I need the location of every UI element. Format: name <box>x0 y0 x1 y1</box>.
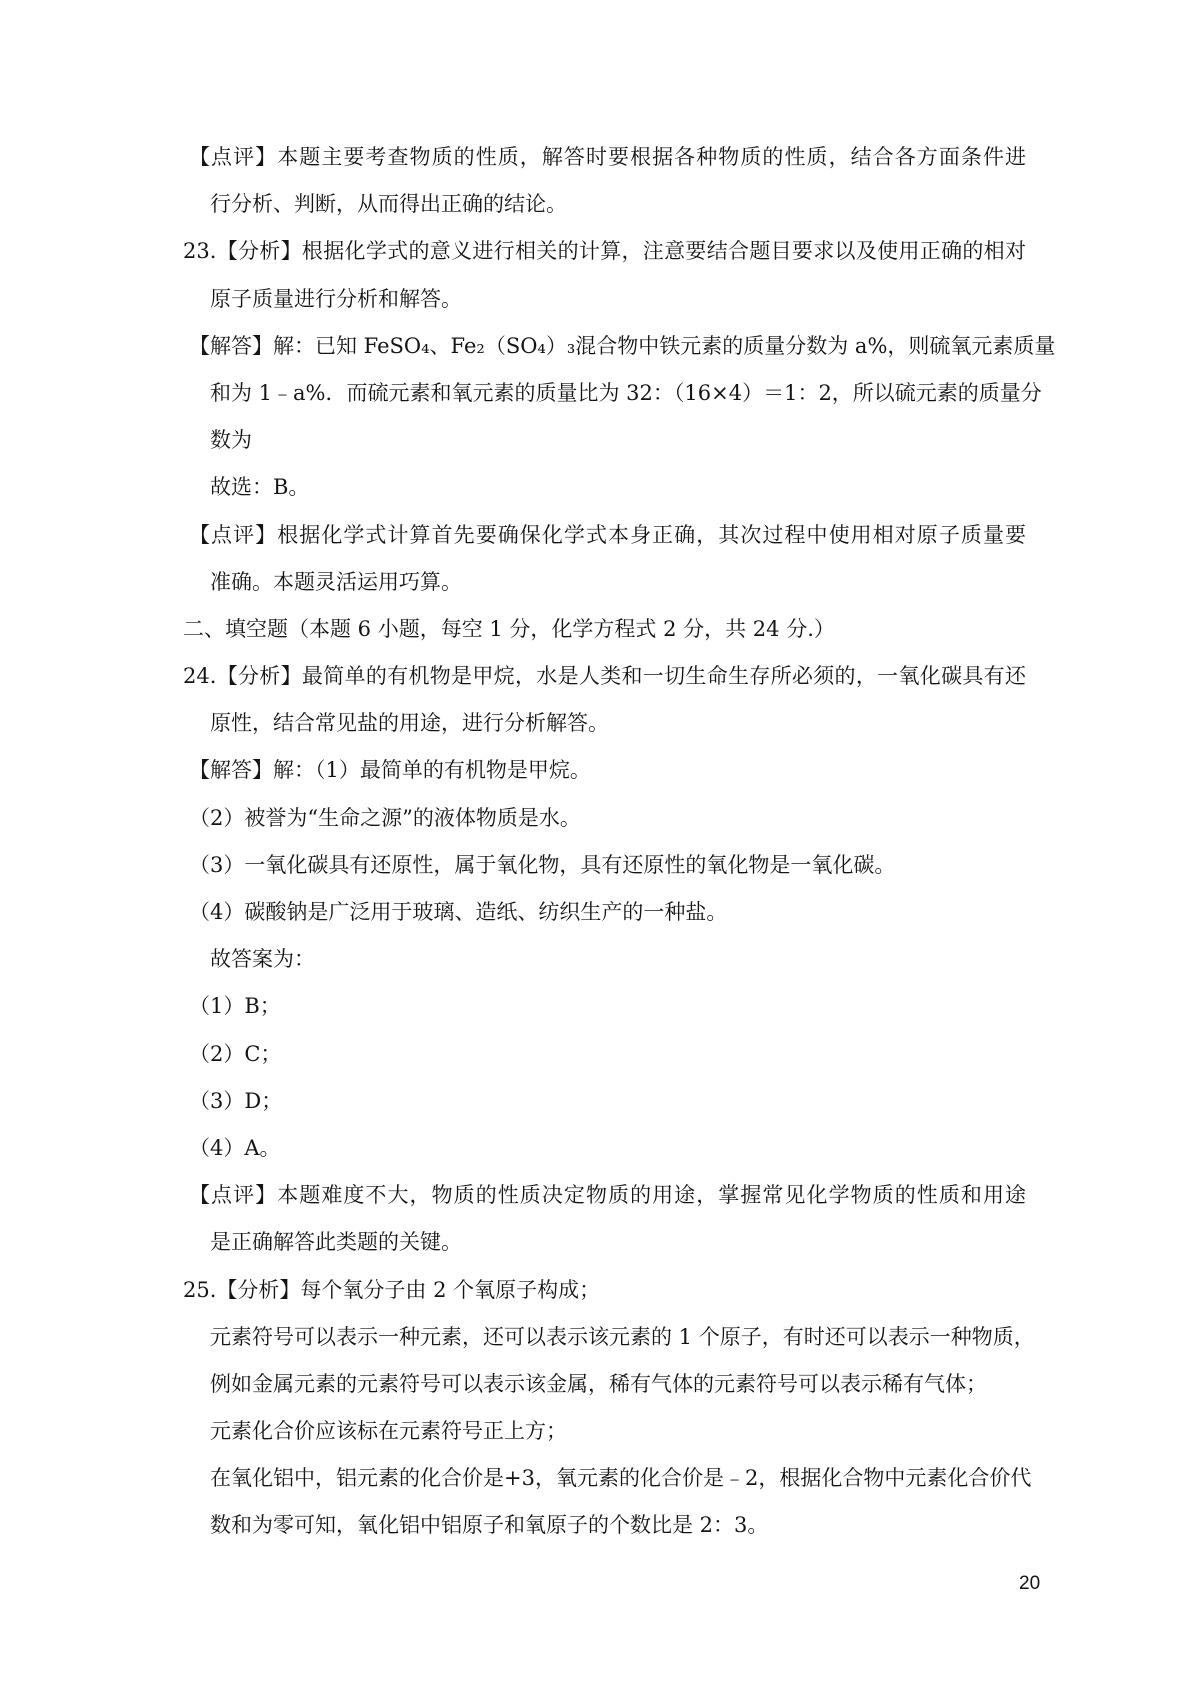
q24-review-line: 是正确解答此类题的关键。 <box>210 1230 462 1255</box>
q23-choice-line: 故选：B。 <box>210 475 310 500</box>
q25-analysis-line: 在氧化铝中，铝元素的化合价是+3，氧元素的化合价是﹣2，根据化合物中元素化合价代 <box>210 1466 1032 1491</box>
q25-analysis-line: 元素化合价应该标在元素符号正上方； <box>210 1419 567 1444</box>
q24-analysis-line: 24.【分析】最简单的有机物是甲烷，水是人类和一切生命生存所必须的，一氧化碳具有还 <box>183 664 1026 689</box>
q24-review-line: 【点评】本题难度不大，物质的性质决定物质的用途，掌握常见化学物质的性质和用途 <box>189 1183 1026 1208</box>
q22-review-line: 行分析、判断，从而得出正确的结论。 <box>210 192 567 217</box>
q24-final-answer-item: （4）A。 <box>189 1135 281 1160</box>
q22-review-line: 【点评】本题主要考查物质的性质，解答时要根据各种物质的性质，结合各方面条件进 <box>189 145 1026 169</box>
q23-answer-line: 数为 <box>210 428 252 453</box>
section-heading: 二、填空题（本题 6 小题，每空 1 分，化学方程式 2 分，共 24 分.） <box>183 616 835 641</box>
q24-answer-line: （3）一氧化碳具有还原性，属于氧化物，具有还原性的氧化物是一氧化碳。 <box>189 852 896 877</box>
q23-analysis-line: 原子质量进行分析和解答。 <box>210 286 462 311</box>
q24-final-answer-item: （2）C； <box>189 1041 282 1066</box>
page-number: 20 <box>1019 1573 1041 1594</box>
q24-analysis-line: 原性，结合常见盐的用途，进行分析解答。 <box>210 711 609 736</box>
q23-answer-line: 【解答】解：已知 FeSO₄、Fe₂（SO₄）₃混合物中铁元素的质量分数为 a%，则硫氧元素质量 <box>189 333 1056 358</box>
text-body <box>0 134 1200 1550</box>
q25-analysis-line: 元素符号可以表示一种元素，还可以表示该元素的 1 个原子，有时还可以表示一种物质， <box>210 1324 1035 1349</box>
q25-analysis-line: 数和为零可知，氧化铝中铝原子和氧原子的个数比是 2：3。 <box>210 1513 769 1538</box>
q24-final-answer-item: （3）D； <box>189 1088 283 1113</box>
q23-review-line: 准确。本题灵活运用巧算。 <box>210 569 462 594</box>
q24-final-answer-label: 故答案为： <box>210 947 315 972</box>
q25-analysis-line: 25.【分析】每个氧分子由 2 个氧原子构成； <box>183 1277 601 1302</box>
q23-review-line: 【点评】根据化学式计算首先要确保化学式本身正确，其次过程中使用相对原子质量要 <box>189 522 1026 547</box>
q24-answer-line: 【解答】解：（1）最简单的有机物是甲烷。 <box>189 758 591 783</box>
q23-answer-line: 和为 1﹣a%．而硫元素和氧元素的质量比为 32：（16×4）＝1：2，所以硫元素的质量分 <box>210 380 1042 405</box>
q25-analysis-line: 例如金属元素的元素符号可以表示该金属，稀有气体的元素符号可以表示稀有气体； <box>210 1371 987 1396</box>
q24-answer-line: （4）碳酸钠是广泛用于玻璃、造纸、纺织生产的一种盐。 <box>189 900 728 924</box>
q23-analysis-line: 23.【分析】根据化学式的意义进行相关的计算，注意要结合题目要求以及使用正确的相对 <box>183 239 1026 264</box>
q24-answer-line: （2）被誉为“生命之源”的液体物质是水。 <box>189 805 581 830</box>
q24-final-answer-item: （1）B； <box>189 994 281 1019</box>
